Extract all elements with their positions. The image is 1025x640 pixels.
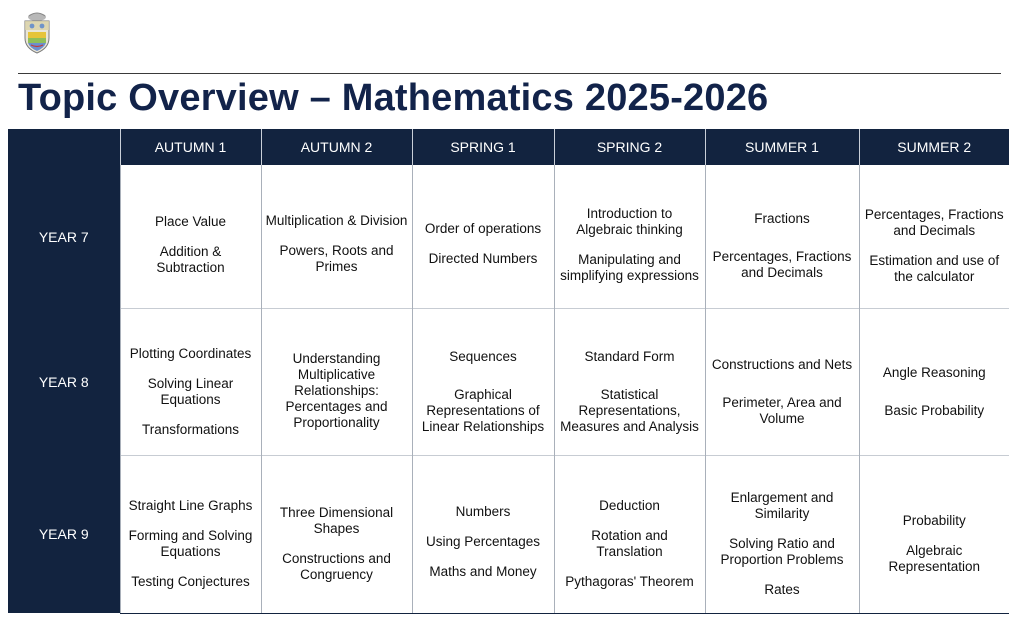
- topic-item: Sequences: [449, 348, 517, 364]
- table-row: [8, 455, 1009, 613]
- row-header: YEAR 7: [8, 165, 120, 308]
- topic-cell: [120, 455, 261, 613]
- table-row: [8, 308, 1009, 455]
- topic-item: Pythagoras' Theorem: [565, 574, 694, 589]
- header-corner: [8, 129, 120, 165]
- topic-item: Manipulating and simplifying expressions: [560, 252, 699, 284]
- topic-item: Using Percentages: [425, 534, 541, 549]
- topic-item: Statistical Representations, Measures and Analysis: [560, 386, 699, 434]
- topic-item: Perimeter, Area and Volume: [722, 394, 842, 426]
- topic-cell: [261, 165, 412, 308]
- topic-cell: [412, 165, 554, 308]
- topic-cell: [705, 308, 859, 455]
- topic-cell: [705, 165, 859, 308]
- topic-item: Maths and Money: [429, 564, 537, 579]
- school-crest-icon: [22, 12, 52, 54]
- topic-item: Graphical Representations of Linear Relationships: [421, 386, 545, 434]
- topic-item: Testing Conjectures: [131, 574, 250, 589]
- topic-item: Solving Ratio and Proportion Problems: [720, 535, 844, 567]
- topic-cell: [261, 455, 412, 613]
- page-title: Topic Overview – Mathematics 2025-2026: [18, 77, 769, 119]
- topic-cell: [261, 308, 412, 455]
- topic-cell: [705, 455, 859, 613]
- topic-cell: [859, 455, 1009, 613]
- column-header: AUTUMN 2: [261, 129, 412, 165]
- topic-item: Percentages, Fractions and Decimals: [864, 206, 1004, 238]
- topic-item: Straight Line Graphs: [128, 498, 253, 513]
- column-header: SPRING 1: [412, 129, 554, 165]
- topic-item: Plotting Coordinates: [129, 345, 252, 361]
- topic-item: Directed Numbers: [428, 251, 538, 267]
- column-header: SUMMER 1: [705, 129, 859, 165]
- topic-item: Place Value: [154, 214, 227, 230]
- topic-item: Transformations: [141, 421, 240, 437]
- topic-item: Constructions and Congruency: [282, 550, 391, 582]
- topic-item: Addition & Subtraction: [156, 244, 225, 276]
- topic-item: Standard Form: [584, 348, 675, 364]
- topic-cell: [859, 165, 1009, 308]
- topic-item: Angle Reasoning: [882, 364, 986, 380]
- topic-cell: [554, 308, 705, 455]
- topic-item: Basic Probability: [884, 402, 985, 418]
- topic-item: Powers, Roots and Primes: [279, 242, 394, 274]
- topic-item: Algebraic Representation: [888, 543, 981, 574]
- column-header: SPRING 2: [554, 129, 705, 165]
- column-header: AUTUMN 1: [120, 129, 261, 165]
- topic-overview-table: [8, 129, 1009, 614]
- topic-item: Forming and Solving Equations: [128, 528, 253, 559]
- topic-item: Rates: [764, 581, 800, 597]
- header-row: [8, 129, 1009, 165]
- topic-item: Deduction: [599, 498, 660, 513]
- topic-item: Fractions: [754, 211, 810, 227]
- column-header: SUMMER 2: [859, 129, 1009, 165]
- row-header: YEAR 8: [8, 308, 120, 455]
- topic-item: Percentages, Fractions and Decimals: [712, 249, 852, 281]
- topic-item: Constructions and Nets: [711, 356, 853, 372]
- topic-cell: [554, 165, 705, 308]
- topic-cell: [554, 455, 705, 613]
- topic-item: Estimation and use of the calculator: [869, 252, 1000, 284]
- topic-cell: [412, 308, 554, 455]
- topic-item: Introduction to Algebraic thinking: [576, 206, 683, 238]
- topic-item: Enlargement and Similarity: [730, 489, 834, 521]
- topic-cell: [859, 308, 1009, 455]
- row-header: YEAR 9: [8, 455, 120, 613]
- topic-item: Rotation and Translation: [591, 528, 668, 559]
- topic-cell: [120, 165, 261, 308]
- topic-item: Order of operations: [424, 221, 542, 237]
- topic-cell: [412, 455, 554, 613]
- topic-item: Multiplication & Division: [265, 212, 408, 228]
- topic-item: Solving Linear Equations: [147, 375, 234, 407]
- topic-item: Three Dimensional Shapes: [279, 504, 394, 536]
- table-row: [8, 165, 1009, 308]
- topic-item: Understanding Multiplicative Relationships: Percentages and Proportionality: [285, 351, 388, 430]
- title-rule: [18, 73, 1001, 74]
- topic-cell: [120, 308, 261, 455]
- topic-item: Probability: [902, 513, 966, 528]
- topic-item: Numbers: [455, 504, 511, 519]
